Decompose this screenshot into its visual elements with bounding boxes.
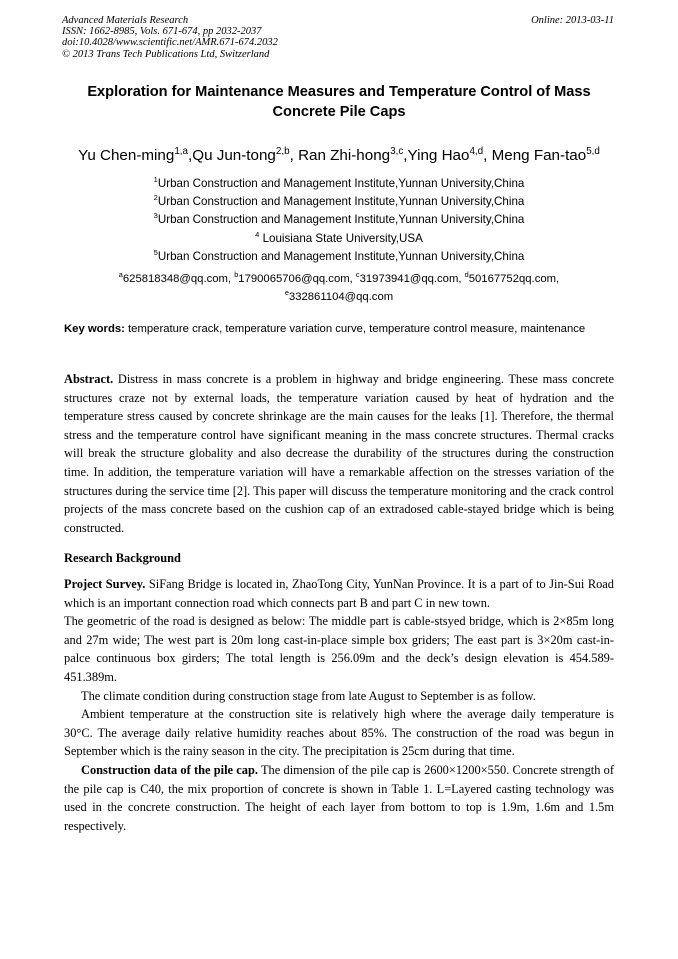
journal-name: Advanced Materials Research	[62, 15, 189, 26]
online-date: Online: 2013-03-11	[531, 15, 614, 26]
affiliation-sup: 4	[255, 229, 260, 239]
email: 332861104@qq.com	[288, 291, 394, 303]
author-name: Qu Jun-tong	[192, 147, 276, 164]
affiliation-text: Louisiana State University,USA	[259, 231, 423, 245]
abstract-label: Abstract.	[64, 372, 114, 386]
issn-line: ISSN: 1662-8985, Vols. 671-674, pp 2032-2037	[62, 26, 262, 38]
affiliation-sup: 3	[153, 211, 158, 221]
author-sep: ,	[289, 147, 299, 164]
paragraph-label: Project Survey.	[64, 577, 146, 591]
email: 31973941@qq.com,	[359, 273, 465, 285]
author-name: Ran Zhi-hong	[298, 147, 391, 164]
email: 625818348@qq.com,	[122, 273, 235, 285]
email-list	[40, 270, 638, 306]
email-sup: b	[234, 270, 239, 280]
email-sup: c	[355, 270, 360, 280]
journal-header	[62, 15, 278, 60]
author-sup: 2,b	[275, 145, 290, 157]
author-name: Yu Chen-ming	[78, 147, 175, 164]
paragraph	[64, 575, 614, 612]
author-sep: ,	[483, 147, 492, 164]
author-sup: 3,c	[390, 145, 404, 157]
paragraph: The climate condition during construction stage from late August to September is as follow.	[81, 688, 536, 703]
email: 50167752qq.com,	[468, 273, 560, 285]
affiliation	[40, 193, 638, 211]
author-name: Meng Fan-tao	[491, 147, 587, 164]
keywords-text: temperature crack, temperature variation curve, temperature control measure, maintenance	[124, 323, 586, 335]
affiliation-text: Urban Construction and Management Institute,Yunnan University,China	[157, 177, 525, 190]
paragraph-text: The dimension of the pile cap is 2600×1200×550. Concrete strength of the pile cap is C40, the mix proportion of concrete is shown in Table 1. L=Layered casting technology was used in the concrete construction. The height of each layer from bottom to top is 1.9m, 1.6m and 1.5m respectively.	[64, 762, 615, 833]
abstract-text: Distress in mass concrete is a problem in highway and bridge engineering. These mass concrete structures craze not by external loads, the temperature variation caused by heat of hydration and the temperature stress caused by concrete shrinkage are the main causes for the leaks [1]. Therefore, the thermal stress and the temperature control have significant meaning in the mass concrete structures. Thermal cracks will break the structure globality and also decrease the durability of the structures during the construction time. In addition, the temperature variation will have a remarkable affection on the stresses variation of the structures during the service time [2]. This paper will discuss the temperature monitoring and the crack control projects of the mass concrete based on the cushion cap of an extradosed cable-stayed bridge which is being constructed.	[64, 372, 614, 535]
affiliation	[40, 175, 638, 193]
affiliation-text: Urban Construction and Management Institute,Yunnan University,China	[157, 249, 525, 263]
author-sup: 4,d	[469, 145, 484, 157]
paper-title: Exploration for Maintenance Measures and Temperature Control of Mass Concrete Pile Caps	[87, 84, 591, 120]
abstract	[64, 370, 614, 537]
author-sep: ,	[403, 147, 408, 164]
paragraph: The geometric of the road is designed as below: The middle part is cable-stsyed bridge, which is 2×85m long and 27m wide; The west part is 20m long cast-in-place simple box griders; The east part is 3×20m cast-in-palce continuous box girders; The total length is 256.09m and the deck’s design elevation is 454.589-451.389m.	[64, 614, 614, 684]
affiliation	[40, 248, 638, 266]
affiliation	[40, 230, 638, 248]
affiliation-list	[40, 175, 638, 266]
affiliation-sup: 5	[153, 247, 158, 257]
paragraph: Ambient temperature at the construction site is relatively high where the average daily temperature is 30°C. The average daily relative humidity reaches about 85%. The construction of the road was begun in September which is the rainy season in the city. The precipitation is 25cm during that time.	[64, 707, 614, 759]
author-sep: ,	[188, 147, 193, 164]
author-sup: 1,a	[174, 145, 189, 157]
body-text	[64, 575, 614, 835]
email: 1790065706@qq.com,	[238, 273, 356, 285]
email-sup: e	[284, 288, 289, 298]
paragraph-label: Construction data of the pile cap.	[81, 762, 258, 777]
section-heading: Research Background	[64, 551, 181, 565]
email-line	[40, 288, 638, 306]
affiliation-text: Urban Construction and Management Institute,Yunnan University,China	[157, 213, 525, 227]
email-sup: d	[464, 270, 469, 280]
affiliation	[40, 211, 638, 229]
affiliation-text: Urban Construction and Management Institute,Yunnan University,China	[157, 195, 525, 209]
keywords	[64, 320, 614, 338]
author-sup: 5,d	[586, 145, 600, 157]
paragraph	[64, 761, 614, 835]
email-sup: a	[118, 270, 123, 280]
author-name: Ying Hao	[407, 147, 470, 164]
doi-line: doi:10.4028/www.scientific.net/AMR.671-674.2032	[62, 37, 278, 49]
keywords-label: Key words:	[64, 323, 125, 335]
affiliation-sup: 2	[153, 193, 158, 203]
affiliation-sup: 1	[153, 175, 158, 185]
copyright-line: © 2013 Trans Tech Publications Ltd, Switzerland	[62, 48, 270, 60]
author-list	[40, 146, 638, 166]
email-line	[40, 270, 638, 288]
paragraph-text: SiFang Bridge is located in, ZhaoTong City, YunNan Province. It is a part of to Jin-Sui Road which is an important connection road which connects part B and part C in new town.	[64, 577, 614, 610]
